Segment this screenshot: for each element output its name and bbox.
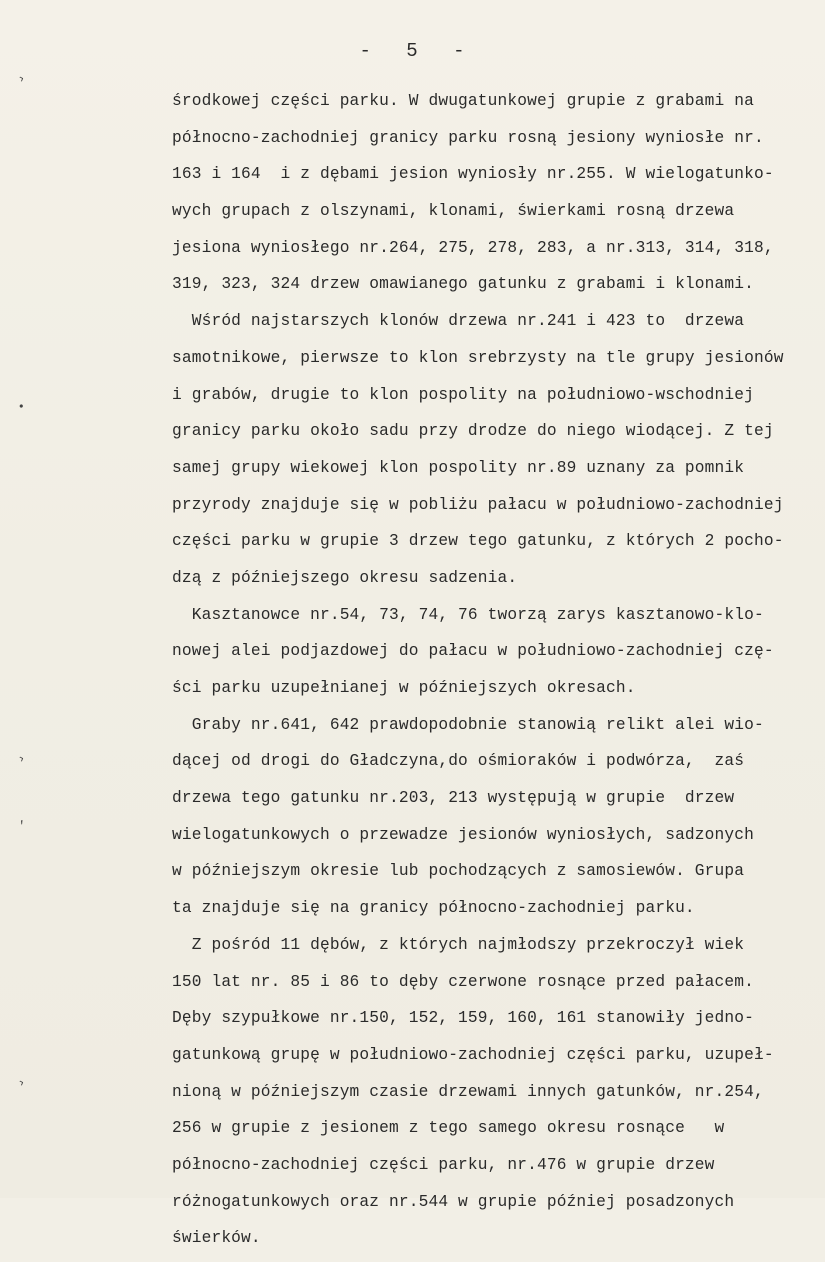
text-line: i grabów, drugie to klon pospolity na południowo-wschodniej [172, 385, 754, 404]
text-line: świerków. [172, 1229, 261, 1248]
text-line: gatunkową grupę w południowo-zachodniej części parku, uzupeł- [172, 1045, 774, 1064]
text-line: jesiona wyniosłego nr.264, 275, 278, 283, a nr.313, 314, 318, [172, 238, 774, 257]
text-line: samej grupy wiekowej klon pospolity nr.89 uznany za pomnik [172, 458, 745, 477]
text-line: 256 w grupie z jesionem z tego samego okresu rosnące w [172, 1119, 725, 1138]
text-line: wych grupach z olszynami, klonami, świerkami rosną drzewa [172, 202, 735, 221]
text-line: ta znajduje się na granicy północno-zachodniej parku. [172, 899, 695, 918]
text-line: Graby nr.641, 642 prawdopodobnie stanowią relikt alei wio- [172, 715, 764, 734]
text-line: różnogatunkowych oraz nr.544 w grupie później posadzonych [172, 1192, 735, 1211]
text-line: wielogatunkowych o przewadze jesionów wyniosłych, sadzonych [172, 825, 754, 844]
text-line: północno-zachodniej części parku, nr.476 w grupie drzew [172, 1155, 715, 1174]
text-line: Wśród najstarszych klonów drzewa nr.241 i 423 to drzewa [172, 312, 745, 331]
margin-mark: › [15, 71, 28, 87]
text-line: w późniejszym okresie lub pochodzących z samosiewów. Grupa [172, 862, 745, 881]
text-line: ści parku uzupełnianej w późniejszych okresach. [172, 679, 636, 697]
text-line: północno-zachodniej granicy parku rosną jesiony wyniosłe nr. [172, 128, 764, 147]
text-line: Kasztanowce nr.54, 73, 74, 76 tworzą zarys kasztanowo-klo- [172, 605, 764, 624]
body-text [172, 88, 812, 1262]
text-line: 163 i 164 i z dębami jesion wyniosły nr.255. W wielogatunko- [172, 165, 774, 184]
text-line: 319, 323, 324 drzew omawianego gatunku z grabami i klonami. [172, 275, 754, 294]
text-line: Dęby szypułkowe nr.150, 152, 159, 160, 161 stanowiły jedno- [172, 1009, 754, 1028]
text-line: samotnikowe, pierwsze to klon srebrzysty na tle grupy jesionów [172, 348, 784, 367]
text-line: środkowej części parku. W dwugatunkowej grupie z grabami na [172, 92, 754, 110]
text-line: Z pośród 11 dębów, z których najmłodszy przekroczył wiek [172, 935, 745, 954]
text-line: nioną w późniejszym czasie drzewami innych gatunków, nr.254, [172, 1082, 764, 1101]
margin-mark: • [15, 399, 28, 415]
text-line: 150 lat nr. 85 i 86 to dęby czerwone rosnące przed pałacem. [172, 972, 754, 991]
text-line: granicy parku około sadu przy drodze do niego wiodącej. Z tej [172, 422, 774, 441]
margin-mark: , [15, 811, 28, 827]
text-line: drzewa tego gatunku nr.203, 213 występują w grupie drzew [172, 789, 735, 808]
margin-mark: › [15, 1075, 28, 1091]
page-number: - 5 - [359, 40, 466, 62]
text-line: przyrody znajduje się w pobliżu pałacu w południowo-zachodniej [172, 495, 784, 514]
text-line: części parku w grupie 3 drzew tego gatunku, z których 2 pocho- [172, 532, 784, 551]
margin-mark: › [15, 751, 28, 767]
text-line: dącej od drogi do Gładczyna,do ośmioraków i podwórza, zaś [172, 752, 745, 771]
text-line: nowej alei podjazdowej do pałacu w południowo-zachodniej czę- [172, 642, 774, 661]
text-line: dzą z późniejszego okresu sadzenia. [172, 568, 518, 587]
